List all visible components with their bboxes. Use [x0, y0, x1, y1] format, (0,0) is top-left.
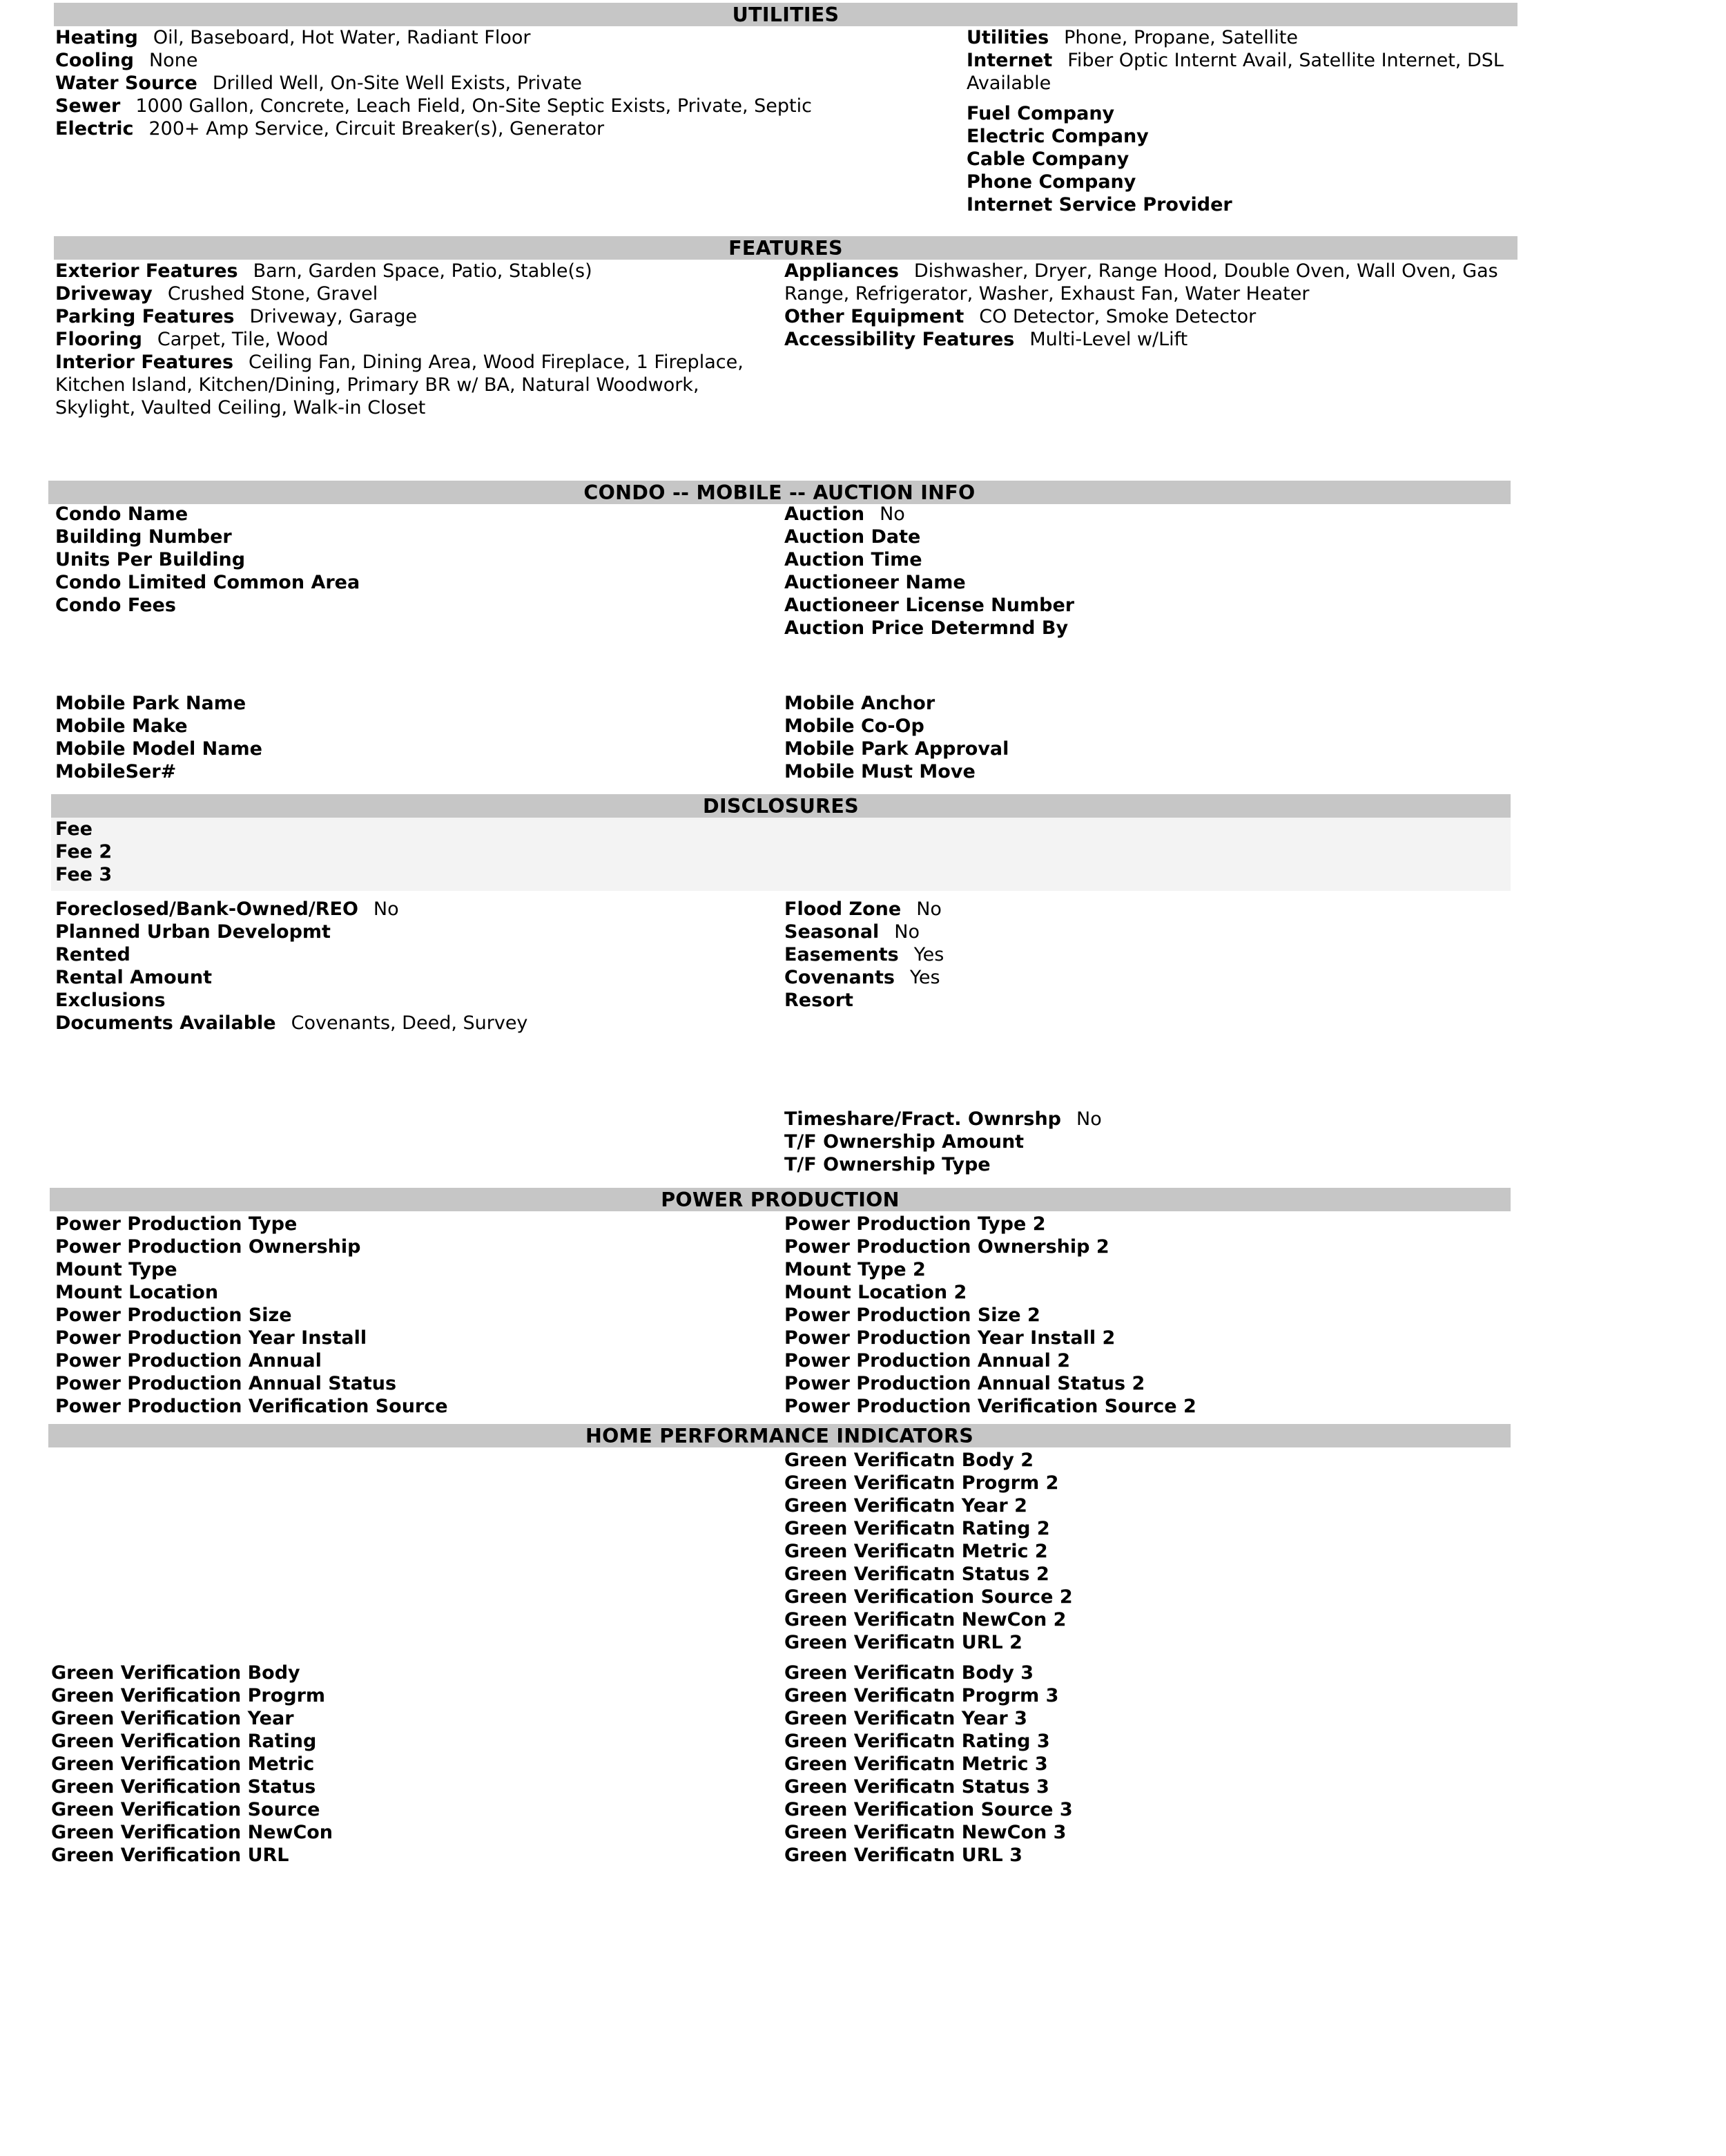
field-row: [55, 1258, 773, 1281]
field-row: [55, 921, 773, 943]
field-label: Power Production Annual 2: [784, 1350, 1071, 1371]
field-row: [784, 1775, 1502, 1798]
utilities-right-column: [967, 26, 1505, 95]
field-row: [55, 1213, 773, 1235]
field-row: [784, 1684, 1502, 1707]
condo-section-header: CONDO -- MOBILE -- AUCTION INFO: [48, 481, 1511, 504]
field-value: Oil, Baseboard, Hot Water, Radiant Floor: [153, 27, 531, 48]
field-label: Mobile Park Name: [55, 693, 246, 714]
field-label: Auction Date: [784, 526, 921, 548]
field-label: Condo Name: [55, 503, 188, 525]
field-label: Driveway: [55, 283, 153, 305]
field-row: [55, 503, 773, 526]
field-row: [784, 1540, 1502, 1563]
field-row: [55, 966, 773, 989]
field-label: Auctioneer Name: [784, 572, 966, 593]
field-row: [784, 943, 1502, 966]
field-label: Green Verification Rating: [51, 1731, 317, 1752]
field-label: Auctioneer License Number: [784, 595, 1075, 616]
field-label: Condo Fees: [55, 595, 176, 616]
field-value: No: [373, 898, 399, 920]
field-row: [55, 1395, 773, 1418]
field-label: Timeshare/Fract. Ownrshp: [784, 1108, 1061, 1130]
field-value: No: [1076, 1108, 1102, 1130]
field-row: [784, 1753, 1502, 1775]
field-row: [784, 1631, 1502, 1654]
field-label: Parking Features: [55, 306, 235, 327]
field-label: Green Verification Status: [51, 1776, 316, 1798]
field-row: [967, 171, 1505, 193]
condo-left-column: [55, 503, 773, 617]
field-row: [55, 260, 773, 282]
field-label: Foreclosed/Bank-Owned/REO: [55, 898, 358, 920]
field-row: [784, 1662, 1502, 1684]
field-label: Power Production Verification Source 2: [784, 1396, 1196, 1417]
field-value: CO Detector, Smoke Detector: [979, 306, 1257, 327]
field-label: Power Production Verification Source: [55, 1396, 448, 1417]
field-value: Ceiling Fan, Dining Area, Wood Fireplace, 1 Fireplace, Kitchen Island, Kitchen/Dining, Primary BR w/ BA, Natural Woodwork, Skylight, Vaulted Ceiling, Walk-in Closet: [55, 352, 744, 418]
field-label: Mobile Make: [55, 715, 188, 737]
field-row: [55, 760, 773, 783]
field-row: [55, 548, 773, 571]
field-row: [784, 692, 1502, 715]
field-label: Power Production Type 2: [784, 1213, 1046, 1235]
field-row: [784, 260, 1509, 305]
field-label: Appliances: [784, 260, 899, 282]
field-label: Seasonal: [784, 921, 880, 943]
field-label: Green Verificatn Body 2: [784, 1450, 1034, 1471]
field-row: [55, 282, 773, 305]
field-row: [784, 1517, 1502, 1540]
field-label: Flood Zone: [784, 898, 902, 920]
field-label: Auction Price Determnd By: [784, 617, 1069, 639]
field-row: [784, 328, 1509, 351]
field-value: Phone, Propane, Satellite: [1064, 27, 1298, 48]
field-label: Power Production Annual Status: [55, 1373, 397, 1394]
field-row: [55, 898, 773, 921]
field-row: [55, 863, 773, 886]
field-label: Mount Type 2: [784, 1259, 926, 1280]
field-label: Other Equipment: [784, 306, 964, 327]
field-label: Phone Company: [967, 171, 1136, 193]
field-row: [784, 989, 1502, 1012]
field-row: [784, 1449, 1502, 1472]
field-label: Building Number: [55, 526, 232, 548]
field-value: 1000 Gallon, Concrete, Leach Field, On-Site Septic Exists, Private, Septic: [135, 95, 812, 117]
field-label: Green Verificatn Year 3: [784, 1708, 1027, 1729]
field-label: Green Verificatn Body 3: [784, 1662, 1034, 1684]
features-left-column: [55, 260, 773, 419]
field-label: Rented: [55, 944, 130, 965]
hpi-right-bottom-column: [784, 1662, 1502, 1867]
field-row: [55, 738, 773, 760]
field-value: Driveway, Garage: [249, 306, 418, 327]
field-label: Power Production Year Install 2: [784, 1327, 1116, 1349]
field-label: Green Verificatn Rating 2: [784, 1518, 1050, 1539]
field-label: Power Production Annual: [55, 1350, 322, 1371]
field-row: [784, 594, 1502, 617]
field-label: Green Verificatn Progrm 3: [784, 1685, 1059, 1706]
field-row: [784, 1494, 1502, 1517]
hpi-right-top-column: [784, 1449, 1502, 1654]
hpi-section-header: HOME PERFORMANCE INDICATORS: [48, 1424, 1511, 1447]
field-row: [784, 548, 1502, 571]
field-label: Mobile Model Name: [55, 738, 262, 760]
field-row: [784, 1281, 1502, 1304]
field-value: Carpet, Tile, Wood: [157, 329, 329, 350]
field-label: Green Verification URL: [51, 1845, 289, 1866]
field-row: [784, 526, 1502, 548]
field-row: [55, 72, 939, 95]
field-row: [55, 1012, 773, 1034]
field-label: Power Production Type: [55, 1213, 298, 1235]
field-row: [55, 1327, 773, 1349]
field-row: [784, 1844, 1502, 1867]
field-label: Green Verification Source 2: [784, 1586, 1073, 1608]
field-row: [51, 1707, 769, 1730]
field-row: [55, 351, 773, 419]
field-row: [55, 49, 939, 72]
disclosures-section-header: DISCLOSURES: [51, 794, 1511, 818]
features-right-column: [784, 260, 1509, 351]
field-label: Green Verification NewCon: [51, 1822, 333, 1843]
field-row: [784, 1563, 1502, 1586]
field-row: [55, 26, 939, 49]
field-label: Green Verificatn URL 2: [784, 1632, 1022, 1653]
field-label: Condo Limited Common Area: [55, 572, 360, 593]
field-label: Accessibility Features: [784, 329, 1015, 350]
field-row: [55, 1304, 773, 1327]
field-row: [55, 818, 773, 840]
field-label: Auction Time: [784, 549, 922, 570]
field-row: [55, 1281, 773, 1304]
field-row: [784, 1304, 1502, 1327]
field-row: [784, 1213, 1502, 1235]
field-row: [784, 1327, 1502, 1349]
field-label: Electric: [55, 118, 134, 139]
field-value: Crushed Stone, Gravel: [167, 283, 378, 305]
field-value: Dishwasher, Dryer, Range Hood, Double Oven, Wall Oven, Gas Range, Refrigerator, Washer, Exhaust Fan, Water Heater: [784, 260, 1498, 305]
field-row: [784, 1730, 1502, 1753]
field-label: Sewer: [55, 95, 121, 117]
field-label: Green Verificatn Year 2: [784, 1495, 1027, 1517]
utilities-companies-column: [967, 102, 1505, 216]
field-label: Utilities: [967, 27, 1049, 48]
field-label: Power Production Size: [55, 1305, 292, 1326]
field-label: T/F Ownership Amount: [784, 1131, 1025, 1153]
field-label: Documents Available: [55, 1012, 276, 1034]
field-label: Resort: [784, 990, 853, 1011]
field-row: [55, 594, 773, 617]
field-label: Easements: [784, 944, 899, 965]
field-label: Interior Features: [55, 352, 234, 373]
field-row: [55, 1372, 773, 1395]
field-row: [784, 1153, 1502, 1176]
field-label: Cable Company: [967, 148, 1129, 170]
field-row: [784, 1395, 1502, 1418]
field-label: Mount Location: [55, 1282, 219, 1303]
field-label: Mobile Anchor: [784, 693, 935, 714]
field-row: [784, 715, 1502, 738]
field-label: Power Production Ownership: [55, 1236, 361, 1258]
field-label: Heating: [55, 27, 138, 48]
field-row: [784, 898, 1502, 921]
field-label: Mobile Park Approval: [784, 738, 1009, 760]
field-label: Green Verificatn Status 2: [784, 1563, 1049, 1585]
field-value: Barn, Garden Space, Patio, Stable(s): [253, 260, 592, 282]
field-value: Covenants, Deed, Survey: [291, 1012, 528, 1034]
field-label: Fee: [55, 818, 93, 840]
auction-right-column: [784, 503, 1502, 639]
field-row: [51, 1730, 769, 1753]
field-label: Green Verification Metric: [51, 1753, 315, 1775]
field-label: Water Source: [55, 73, 197, 94]
utilities-left-column: [55, 26, 939, 140]
field-row: [784, 617, 1502, 639]
field-label: Mount Type: [55, 1259, 177, 1280]
field-label: Auction: [784, 503, 865, 525]
field-row: [55, 305, 773, 328]
field-label: Units Per Building: [55, 549, 246, 570]
field-row: [967, 125, 1505, 148]
field-row: [55, 943, 773, 966]
field-value: Multi-Level w/Lift: [1029, 329, 1188, 350]
field-value: Drilled Well, On-Site Well Exists, Private: [212, 73, 582, 94]
hpi-left-column: [51, 1662, 769, 1867]
field-row: [55, 328, 773, 351]
field-label: MobileSer#: [55, 761, 177, 782]
field-row: [55, 117, 939, 140]
field-row: [784, 1108, 1502, 1130]
field-row: [784, 1349, 1502, 1372]
field-label: Green Verificatn NewCon 2: [784, 1609, 1067, 1630]
field-label: Green Verificatn Rating 3: [784, 1731, 1050, 1752]
field-label: Green Verification Year: [51, 1708, 294, 1729]
field-label: Exclusions: [55, 990, 166, 1011]
field-row: [784, 760, 1502, 783]
field-label: Mobile Must Move: [784, 761, 976, 782]
field-row: [784, 966, 1502, 989]
field-row: [967, 26, 1505, 49]
field-row: [784, 921, 1502, 943]
field-label: Mobile Co-Op: [784, 715, 924, 737]
disclosures-left-column: [55, 898, 773, 1034]
field-label: Flooring: [55, 329, 142, 350]
field-row: [55, 526, 773, 548]
field-row: [51, 1821, 769, 1844]
field-row: [55, 692, 773, 715]
field-row: [51, 1844, 769, 1867]
field-row: [55, 1349, 773, 1372]
field-row: [55, 95, 939, 117]
field-label: Green Verificatn Metric 2: [784, 1541, 1048, 1562]
utilities-section-header: UTILITIES: [54, 3, 1517, 26]
field-label: Rental Amount: [55, 967, 213, 988]
field-row: [784, 1608, 1502, 1631]
field-row: [55, 1235, 773, 1258]
field-row: [784, 738, 1502, 760]
field-label: Power Production Annual Status 2: [784, 1373, 1145, 1394]
field-row: [784, 1372, 1502, 1395]
field-row: [51, 1684, 769, 1707]
field-row: [784, 1798, 1502, 1821]
field-value: None: [148, 50, 198, 71]
field-label: Green Verification Source 3: [784, 1799, 1073, 1820]
field-label: Green Verification Progrm: [51, 1685, 326, 1706]
power-left-column: [55, 1213, 773, 1418]
field-label: Exterior Features: [55, 260, 238, 282]
field-label: Internet Service Provider: [967, 194, 1232, 215]
field-row: [784, 1258, 1502, 1281]
field-row: [784, 1472, 1502, 1494]
mobile-left-column: [55, 692, 773, 783]
field-value: 200+ Amp Service, Circuit Breaker(s), Generator: [148, 118, 605, 139]
field-row: [55, 989, 773, 1012]
field-row: [784, 1130, 1502, 1153]
field-row: [51, 1753, 769, 1775]
field-label: T/F Ownership Type: [784, 1154, 991, 1175]
field-row: [967, 49, 1505, 95]
field-row: [51, 1662, 769, 1684]
field-label: Green Verificatn Metric 3: [784, 1753, 1048, 1775]
field-label: Electric Company: [967, 126, 1149, 147]
field-row: [55, 715, 773, 738]
fees-column: [55, 818, 773, 886]
field-label: Power Production Size 2: [784, 1305, 1040, 1326]
field-value: No: [880, 503, 905, 525]
timeshare-column: [784, 1108, 1502, 1176]
field-label: Mount Location 2: [784, 1282, 967, 1303]
power-section-header: POWER PRODUCTION: [50, 1188, 1511, 1211]
field-label: Fee 2: [55, 841, 113, 863]
field-row: [784, 1235, 1502, 1258]
field-row: [784, 305, 1509, 328]
field-label: Green Verificatn Status 3: [784, 1776, 1049, 1798]
field-label: Green Verification Body: [51, 1662, 300, 1684]
field-label: Fuel Company: [967, 103, 1115, 124]
disclosures-right-column: [784, 898, 1502, 1012]
field-row: [784, 1707, 1502, 1730]
power-right-column: [784, 1213, 1502, 1418]
field-value: Yes: [913, 944, 944, 965]
field-row: [51, 1775, 769, 1798]
features-section-header: FEATURES: [54, 236, 1517, 260]
field-value: Fiber Optic Internt Avail, Satellite Internet, DSL Available: [967, 50, 1504, 94]
field-row: [784, 503, 1502, 526]
field-row: [967, 102, 1505, 125]
field-label: Power Production Ownership 2: [784, 1236, 1109, 1258]
field-label: Green Verificatn NewCon 3: [784, 1822, 1067, 1843]
field-label: Green Verification Source: [51, 1799, 320, 1820]
field-label: Green Verificatn Progrm 2: [784, 1472, 1059, 1494]
field-label: Fee 3: [55, 864, 113, 885]
field-row: [967, 193, 1505, 216]
field-label: Green Verificatn URL 3: [784, 1845, 1022, 1866]
field-row: [784, 571, 1502, 594]
field-value: Yes: [909, 967, 940, 988]
field-label: Power Production Year Install: [55, 1327, 367, 1349]
field-label: Internet: [967, 50, 1053, 71]
field-row: [967, 148, 1505, 171]
mobile-right-column: [784, 692, 1502, 783]
field-row: [784, 1821, 1502, 1844]
field-label: Covenants: [784, 967, 895, 988]
field-row: [784, 1586, 1502, 1608]
field-row: [51, 1798, 769, 1821]
field-label: Cooling: [55, 50, 134, 71]
field-row: [55, 571, 773, 594]
field-label: Planned Urban Developmt: [55, 921, 331, 943]
field-value: No: [894, 921, 920, 943]
field-row: [55, 840, 773, 863]
field-value: No: [916, 898, 942, 920]
